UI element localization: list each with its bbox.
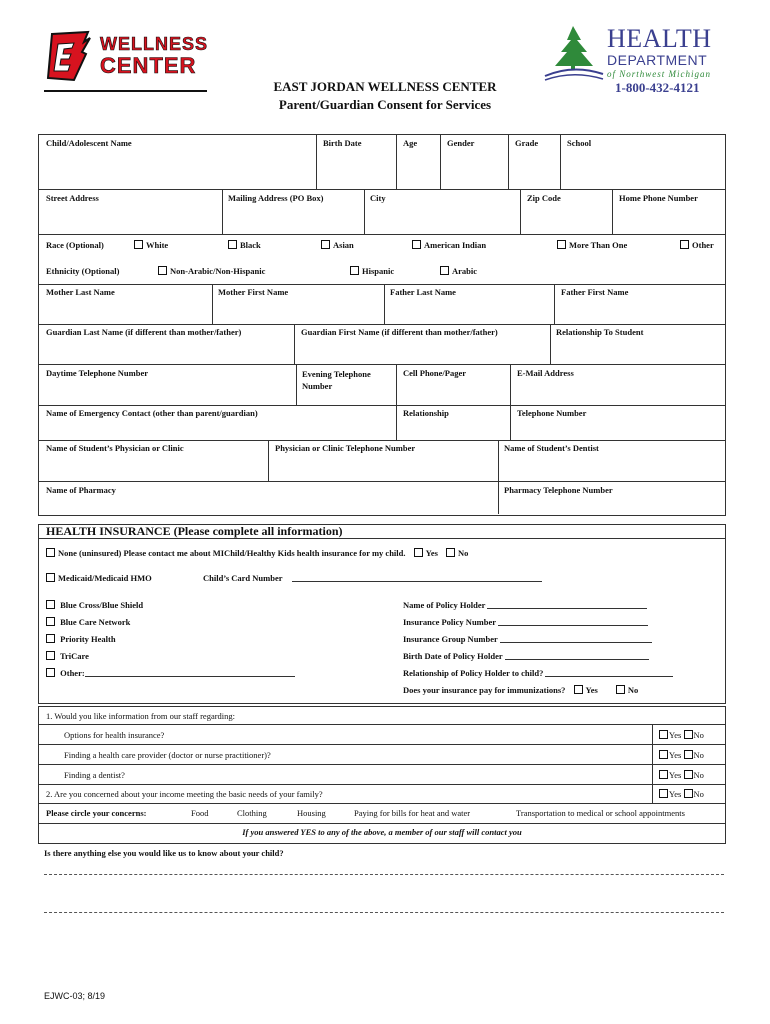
father-first-field[interactable]: Father First Name [561,287,629,297]
race-more-option[interactable]: More Than One [557,240,627,250]
race-white-option[interactable]: White [134,240,168,250]
checkbox-icon[interactable] [684,730,693,739]
form-title: EAST JORDAN WELLNESS CENTER [273,79,497,94]
emergency-relationship-field[interactable]: Relationship [403,408,449,418]
age-field[interactable]: Age [403,138,418,148]
hd-department-text: DEPARTMENT [607,52,708,68]
checkbox-icon[interactable] [446,548,455,557]
checkbox-icon[interactable] [158,266,167,275]
home-phone-field[interactable]: Home Phone Number [619,193,698,203]
physician-field[interactable]: Name of Student’s Physician or Clinic [46,443,184,453]
email-field[interactable]: E-Mail Address [517,368,574,378]
daytime-phone-field[interactable]: Daytime Telephone Number [46,368,148,378]
checkbox-icon[interactable] [557,240,566,249]
dentist-field[interactable]: Name of Student’s Dentist [504,443,599,453]
other-insurance-option[interactable]: Other: [46,668,295,678]
child-name-field[interactable]: Child/Adolescent Name [46,138,132,148]
pharmacy-field[interactable]: Name of Pharmacy [46,485,116,495]
pharmacy-phone-field[interactable]: Pharmacy Telephone Number [504,485,613,495]
checkbox-icon[interactable] [659,789,668,798]
question-1c: Finding a dentist? [64,770,125,780]
staff-contact-note: If you answered YES to any of the above, a member of our staff will contact you [242,827,522,837]
mother-first-field[interactable]: Mother First Name [218,287,289,297]
question-2: 2. Are you concerned about your income meeting the basic needs of your family? [46,789,323,799]
birth-date-field[interactable]: Birth Date [323,138,362,148]
ethnicity-label: Ethnicity (Optional) [46,266,120,276]
checkbox-icon[interactable] [46,617,55,626]
pine-tree-icon [543,24,605,82]
evening-phone-field[interactable]: Evening Telephone Number [302,369,371,391]
priority-option[interactable]: Priority Health [46,634,116,644]
hd-phone: 1-800-432-4121 [615,80,700,95]
race-asian-option[interactable]: Asian [321,240,354,250]
health-department-logo [543,24,733,84]
concern-bills[interactable]: Paying for bills for heat and water [354,808,471,818]
checkbox-icon[interactable] [46,548,55,557]
checkbox-icon[interactable] [684,770,693,779]
q2-yes-no[interactable]: Yes No [659,789,704,799]
street-address-field[interactable]: Street Address [46,193,99,203]
checkbox-icon[interactable] [659,730,668,739]
checkbox-icon[interactable] [659,750,668,759]
holder-relationship-field[interactable]: Relationship of Policy Holder to child? [403,668,673,678]
checkbox-icon[interactable] [46,600,55,609]
checkbox-icon[interactable] [616,685,625,694]
policy-number-field[interactable]: Insurance Policy Number [403,617,648,627]
race-other-option[interactable]: Other [680,240,714,250]
q1b-yes-no[interactable]: Yes No [659,750,704,760]
ej-monogram-icon [44,30,94,82]
anything-else-line-2[interactable] [44,912,724,913]
emergency-contact-field[interactable]: Name of Emergency Contact (other than parent/guardian) [46,408,258,418]
gender-field[interactable]: Gender [447,138,475,148]
checkbox-icon[interactable] [440,266,449,275]
logo-center-text: CENTER [100,53,197,78]
question-1a: Options for health insurance? [64,730,165,740]
concern-housing[interactable]: Housing [297,808,326,818]
medicaid-option[interactable]: Medicaid/Medicaid HMO [46,573,152,583]
ethnicity-hispanic-option[interactable]: Hispanic [350,266,394,276]
mailing-address-field[interactable]: Mailing Address (PO Box) [228,193,324,203]
checkbox-icon[interactable] [684,750,693,759]
hd-region-text: of Northwest Michigan [607,69,711,79]
zip-code-field[interactable]: Zip Code [527,193,561,203]
checkbox-icon[interactable] [350,266,359,275]
race-american-indian-option[interactable]: American Indian [412,240,486,250]
insurance-heading: HEALTH INSURANCE (Please complete all information) [46,524,343,538]
q1c-yes-no[interactable]: Yes No [659,770,704,780]
checkbox-icon[interactable] [46,651,55,660]
bcbs-option[interactable]: Blue Cross/Blue Shield [46,600,143,610]
checkbox-icon[interactable] [46,573,55,582]
checkbox-icon[interactable] [228,240,237,249]
checkbox-icon[interactable] [574,685,583,694]
guardian-last-field[interactable]: Guardian Last Name (if different than mother/father) [46,327,242,337]
cell-phone-field[interactable]: Cell Phone/Pager [403,368,467,378]
checkbox-icon[interactable] [680,240,689,249]
uninsured-option[interactable]: None (uninsured) Please contact me about MIChild/Healthy Kids health insurance for my child. Yes No [46,548,468,558]
form-code: EJWC-03; 8/19 [44,991,106,1001]
concern-transportation[interactable]: Transportation to medical or school appointments [516,808,685,818]
ethnicity-arabic-option[interactable]: Arabic [440,266,477,276]
checkbox-icon[interactable] [46,634,55,643]
father-last-field[interactable]: Father Last Name [390,287,456,297]
mother-last-field[interactable]: Mother Last Name [46,287,115,297]
physician-phone-field[interactable]: Physician or Clinic Telephone Number [275,443,416,453]
hd-health-text: HEALTH [607,24,712,53]
demographics-box [38,134,726,516]
holder-birth-date-field[interactable]: Birth Date of Policy Holder [403,651,649,661]
concern-food[interactable]: Food [191,808,209,818]
race-label: Race (Optional) [46,240,104,250]
tricare-option[interactable]: TriCare [46,651,89,661]
form-subtitle: Parent/Guardian Consent for Services [278,97,492,112]
race-black-option[interactable]: Black [228,240,261,250]
bcn-option[interactable]: Blue Care Network [46,617,130,627]
city-field[interactable]: City [370,193,386,203]
grade-field[interactable]: Grade [515,138,539,148]
q1a-yes-no[interactable]: Yes No [659,730,704,740]
ethnicity-non-option[interactable]: Non-Arabic/Non-Hispanic [158,266,265,276]
anything-else-label: Is there anything else you would like us to know about your child? [44,848,284,858]
anything-else-line-1[interactable] [44,874,724,875]
guardian-first-field[interactable]: Guardian First Name (if different than mother/father) [301,327,498,337]
checkbox-icon[interactable] [412,240,421,249]
school-field[interactable]: School [567,138,592,148]
group-number-field[interactable]: Insurance Group Number [403,634,652,644]
logo-wellness-text: WELLNESS [100,34,209,54]
question-1b: Finding a health care provider (doctor or nurse practitioner)? [64,750,271,760]
immunizations-question[interactable]: Does your insurance pay for immunizations? Yes No [403,685,639,695]
concern-clothing[interactable]: Clothing [237,808,267,818]
checkbox-icon[interactable] [684,789,693,798]
policy-holder-field[interactable]: Name of Policy Holder [403,600,647,610]
checkbox-icon[interactable] [321,240,330,249]
checkbox-icon[interactable] [659,770,668,779]
circle-concerns-label: Please circle your concerns: [46,808,147,818]
checkbox-icon[interactable] [46,668,55,677]
emergency-telephone-field[interactable]: Telephone Number [517,408,587,418]
card-number-field[interactable]: Child’s Card Number [203,573,542,583]
relationship-to-student-field[interactable]: Relationship To Student [556,327,644,337]
checkbox-icon[interactable] [414,548,423,557]
question-1: 1. Would you like information from our staff regarding: [46,711,236,721]
checkbox-icon[interactable] [134,240,143,249]
